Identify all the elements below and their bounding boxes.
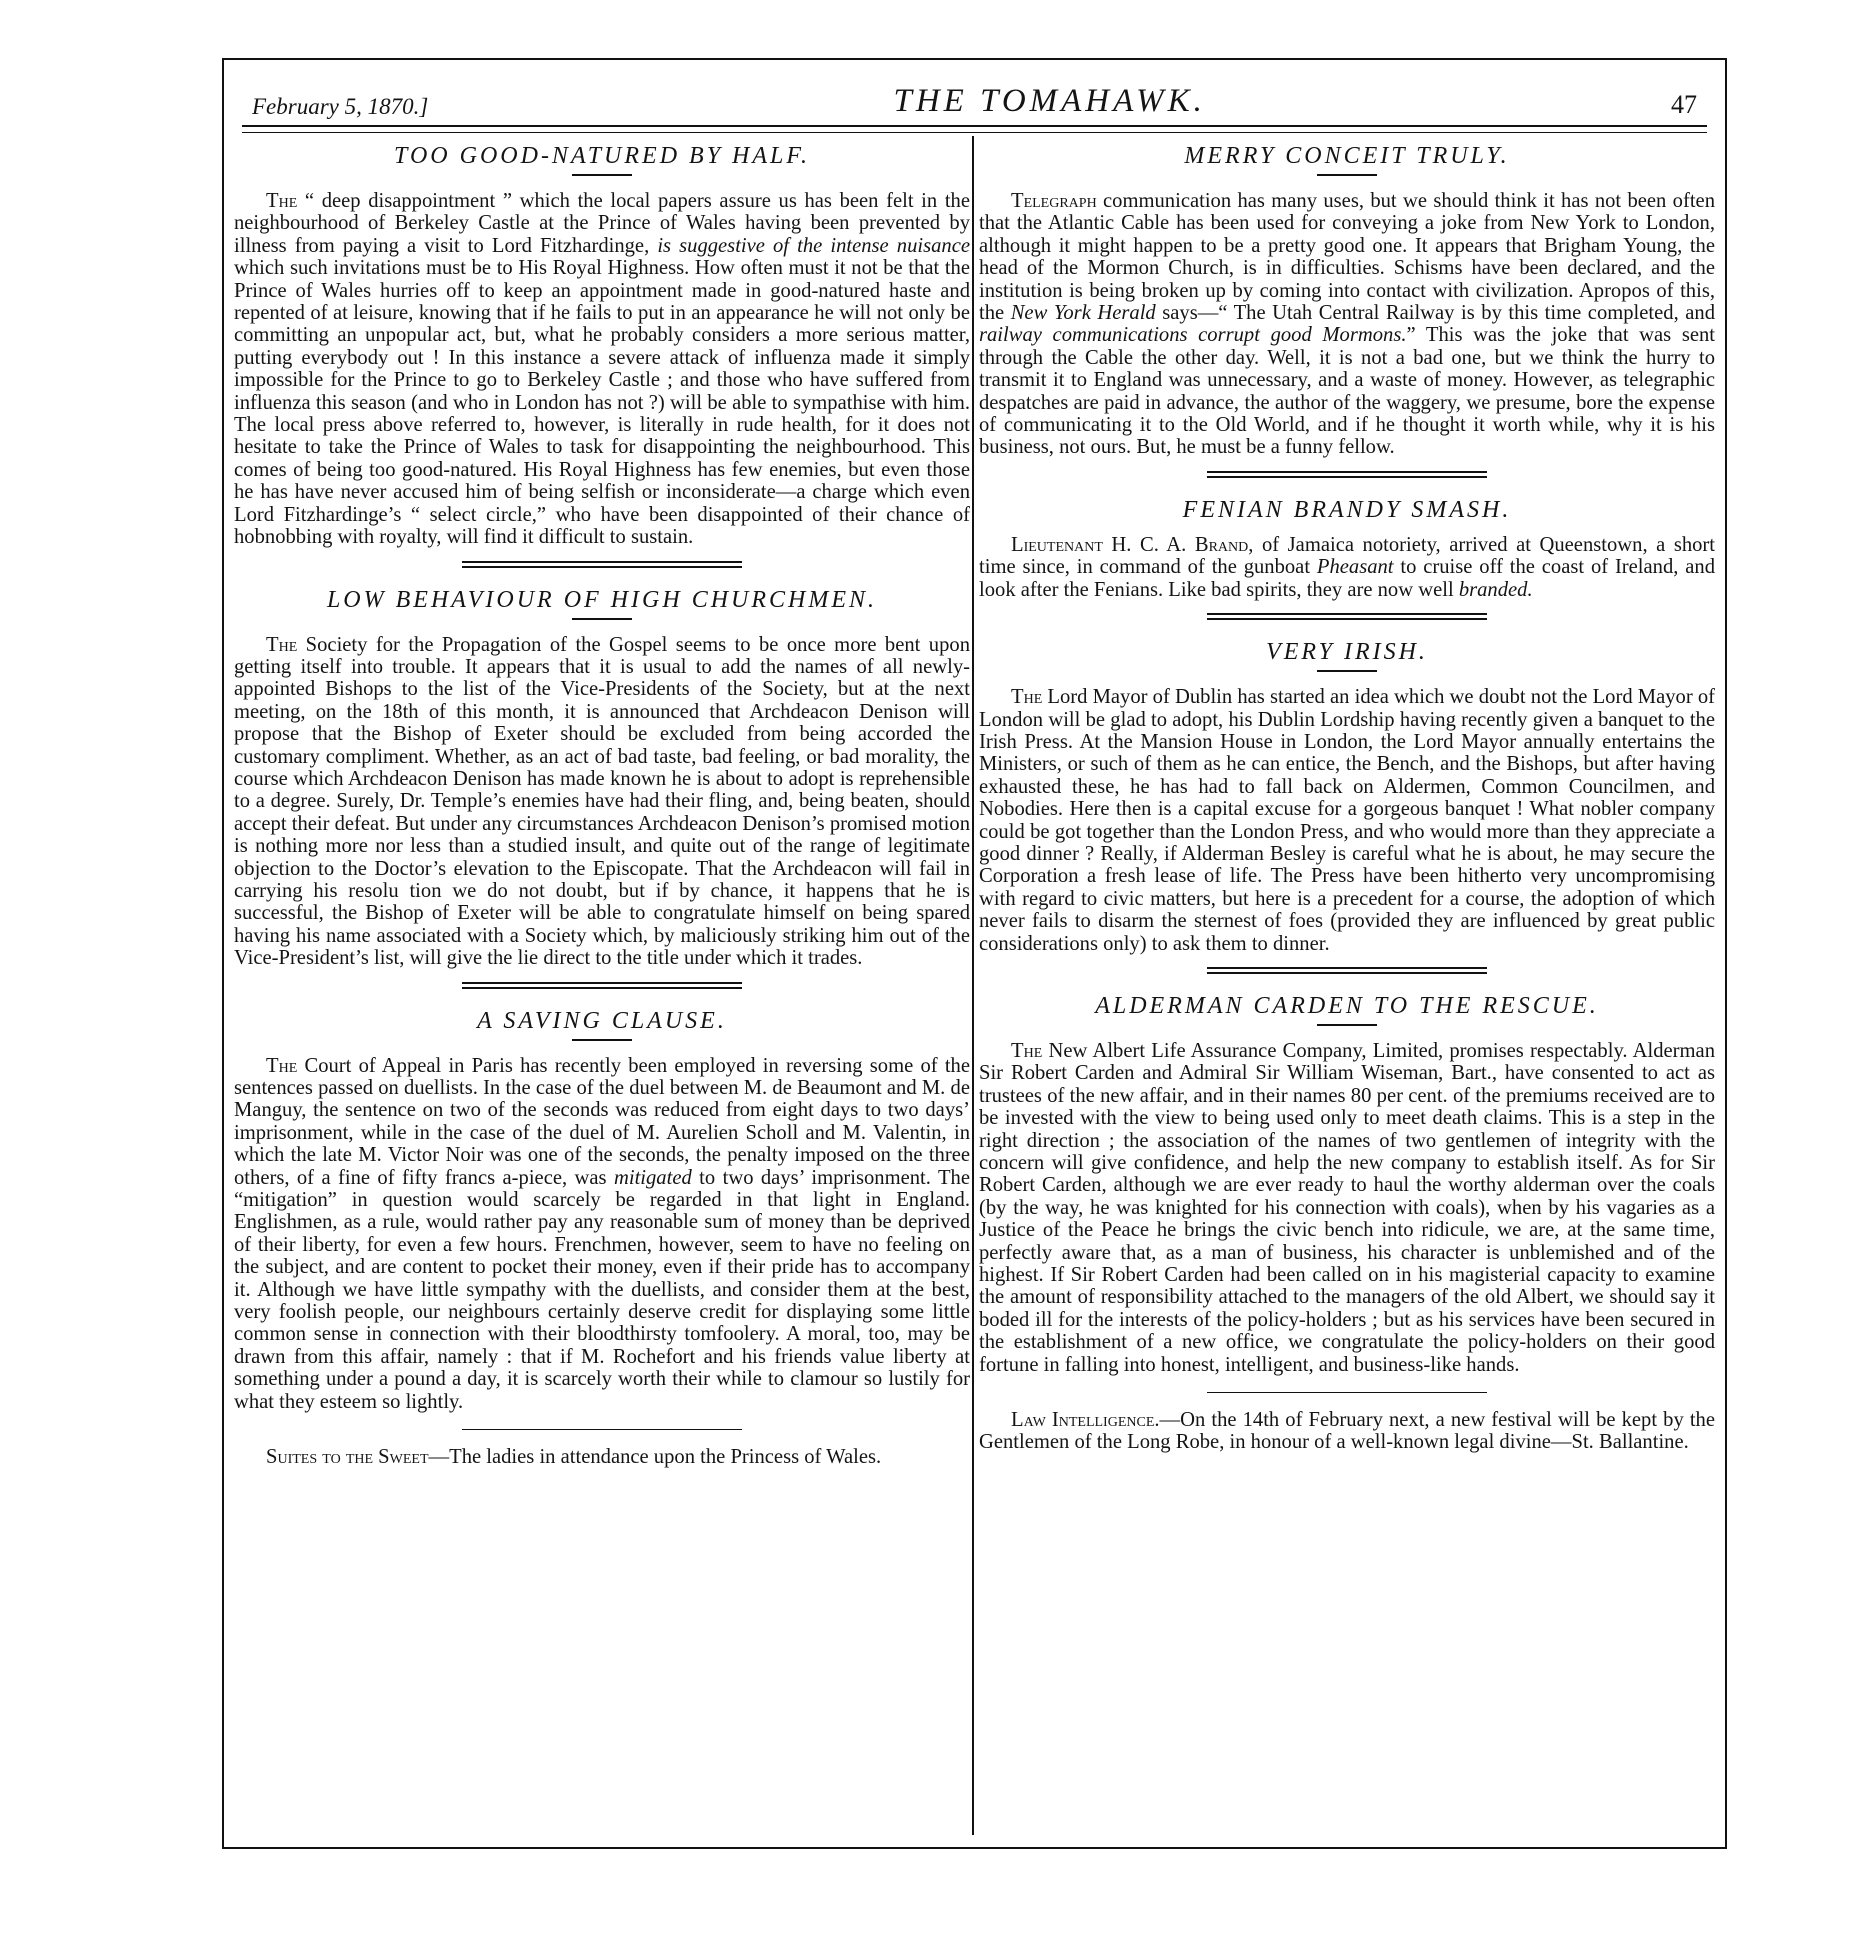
lead-word: The — [266, 1054, 298, 1077]
article-suites-to-the-sweet — [234, 1446, 970, 1468]
title-rule — [1317, 1024, 1377, 1026]
article-title: FENIAN BRANDY SMASH. — [1182, 496, 1512, 523]
title-rule — [1317, 670, 1377, 672]
article-separator — [462, 982, 742, 989]
article-separator-thin — [462, 1429, 742, 1430]
italic-run: New York Herald — [1010, 302, 1156, 325]
lead-word: Lieutenant H. C. A. Brand, — [1011, 533, 1254, 556]
article-law-intelligence — [979, 1409, 1715, 1454]
article-body — [979, 534, 1715, 601]
lead-word: The — [266, 633, 298, 656]
article-too-good-natured — [234, 142, 970, 549]
article-separator — [1207, 967, 1487, 974]
page-number: 47 — [1670, 90, 1697, 119]
article-body — [234, 1446, 970, 1468]
article-paragraph — [979, 1409, 1715, 1454]
italic-run: railway communications corrupt good Mormons. — [979, 324, 1407, 347]
article-paragraph — [979, 190, 1715, 459]
article-separator-thin — [1207, 1392, 1487, 1393]
right-column — [979, 142, 1715, 1454]
article-body — [979, 1040, 1715, 1376]
article-paragraph — [979, 534, 1715, 601]
newspaper-page — [222, 58, 1727, 1849]
article-merry-conceit — [979, 142, 1715, 459]
masthead-title: THE TOMAHAWK. — [893, 83, 1206, 119]
article-body — [979, 1409, 1715, 1454]
lead-word: The — [266, 190, 298, 212]
title-rule — [572, 174, 632, 176]
article-title: MERRY CONCEIT TRULY. — [1184, 143, 1510, 169]
issue-date: February 5, 1870.] — [252, 94, 429, 119]
text-run: “ deep disappointment ” which the local papers assure us has been felt in the neighbourhood of Berkeley Castle at the Prince of Wales having been prevented by illness from paying a visit to Lord Fitzhardinge, — [234, 190, 970, 257]
text-run: ” This was the joke that was sent through the Cable the other day. Well, it is not a bad one, but we think the hurry to transmit it to England was unnecessary, and a waste of money. However, as telegraphic despatches are paid in advance, the author of the waggery, we presume, bore the expense of communicating it to the Old World, and if he thought it worth while, why it is his business, not ours. But, he must be a funny fellow. — [979, 324, 1715, 459]
text-run: which such invitations must be to His Royal Highness. How often must it not be that the Prince of Wales hurries off to keep an appointment made in good-natured haste and repented of at leisure, knowing that if he fails to put in an appearance he will not only be committing an unpopular act, but, what he probably considers a more serious matter, putting everybody out ! In this instance a severe attack of influenza made it simply impossible for the Prince to go to Berkeley Castle ; and those who have suffered from influenza this season (and who in London has not ?) will be able to sympathise with him. The local press above referred to, however, is literally in rude health, for it does not hesitate to take the Prince of Wales to task for disappointing the neighbourhood. This comes of being too good-natured. His Royal Highness has few enemies, but even those he has have never accused him of being selfish or inconsiderate—a charge which even Lord Fitzhardinge’s “ select circle,” who have been disappointed of their chance of hobnobbing with royalty, will find it difficult to sustain. — [234, 257, 970, 549]
article-title: VERY IRISH. — [1266, 639, 1428, 666]
page-header — [252, 76, 1697, 120]
article-low-behaviour — [234, 586, 970, 970]
italic-run: Pheasant — [1316, 556, 1394, 579]
lead-word: The — [1011, 1039, 1043, 1062]
lead-word: Telegraph — [1011, 190, 1097, 212]
text-run: of Jamaica notoriety, arrived at Queenstown, a short time since, in command of the gunboat — [979, 533, 1716, 579]
page-border-bottom — [222, 1847, 1727, 1849]
article-saving-clause — [234, 1007, 970, 1414]
title-rule — [572, 618, 632, 620]
italic-run: is suggestive of the intense nuisance — [657, 234, 970, 257]
lead-word: The — [1011, 686, 1043, 709]
article-paragraph — [234, 1446, 970, 1468]
article-fenian-brandy-smash — [979, 496, 1715, 601]
article-title: ALDERMAN CARDEN TO THE RESCUE. — [1095, 992, 1599, 1019]
title-rule — [572, 1039, 632, 1041]
article-title: LOW BEHAVIOUR OF HIGH CHURCHMEN. — [326, 586, 878, 613]
article-separator — [462, 561, 742, 568]
article-body — [234, 1055, 970, 1414]
text-run: —On the 14th of February next, a new festival will be kept by the Gentlemen of the Long Robe, in honour of a well-known legal divine—St. Ballantine. — [979, 1409, 1715, 1454]
article-alderman-carden — [979, 992, 1715, 1376]
article-paragraph — [979, 1040, 1715, 1376]
article-separator — [1207, 613, 1487, 620]
header-rule-thin — [242, 132, 1707, 133]
italic-run: branded. — [1458, 578, 1533, 601]
text-run: New Albert Life Assurance Company, Limited, promises respectably. Alderman Sir Robert Carden and Admiral Sir William Wiseman, Bart., have consented to act as trustees of the new affair, and in their names 80 per cent. of the premiums received are to be invested with the view to being used only to meet death claims. This is a step in the right direction ; the association of the names of two gentlemen of integrity with the concern will give confidence, and help the new company to establish itself. As for Sir Robert Carden, although we are ever ready to haul the worthy alderman over the coals (by the way, he was knighted for his connection with coals), when by his vagaries as a Justice of the Peace he brings the civic bench into ridicule, we are, at the same time, perfectly aware that, as a man of business, his character is unblemished and of the highest. If Sir Robert Carden had been called on in his magisterial capacity to examine the amount of responsibility attached to the managers of the old Albert, we should say it boded ill for the interests of the policy-holders ; but as his services have been secured in the establishment of a new office, we congratulate the policy-holders on their good fortune in falling into honest, intelligent, and business-like hands. — [979, 1039, 1715, 1376]
article-body — [234, 190, 970, 549]
text-run: says—“ The Utah Central Railway is by this time completed, and — [1155, 302, 1715, 325]
article-body — [234, 634, 970, 970]
article-separator — [1207, 471, 1487, 478]
left-column — [234, 142, 970, 1469]
text-run: communication has many uses, but we should think it has not been often that the Atlantic Cable has been used for conveying a joke from New York to London, although it might happen to be a pretty good one. It appears that Brigham Young, the head of the Mormon Church, is in difficulties. Schisms have been declared, and the institution is being broken up by coming into contact with civilization. Apropos of this, the — [979, 190, 1715, 325]
article-title: A SAVING CLAUSE. — [477, 1007, 727, 1034]
article-very-irish — [979, 638, 1715, 955]
article-paragraph — [979, 686, 1715, 955]
title-rule — [1317, 174, 1377, 176]
text-run: to two days’ imprisonment. The “mitigation” in question would scarcely be regarded in that light in England. Englishmen, as a rule, would rather pay any reasonable sum of money than be deprived of their liberty, for even a few hours. Frenchmen, however, seem to have no feeling on the subject, and are content to pocket their money, even if their pride has to accompany it. Although we have little sympathy with the duellists, and consider them at the best, very foolish people, our neighbours certainly deserve credit for displaying some little common sense in connection with their bloodthirsty tomfoolery. A moral, too, may be drawn from this affair, namely : that if M. Rochefort and his friends value liberty at something under a pound a day, it is scarcely worth their while to clamour so lustily for what they esteem so lightly. — [234, 1166, 970, 1413]
page-border-right — [1725, 58, 1727, 1849]
page-border-left — [222, 58, 224, 1849]
lead-word: Law Intelligence. — [1011, 1409, 1160, 1432]
article-paragraph — [234, 1055, 970, 1414]
article-paragraph — [234, 190, 970, 549]
header-rule — [242, 125, 1707, 127]
italic-run: mitigated — [613, 1166, 692, 1189]
article-paragraph — [234, 634, 970, 970]
text-run: Court of Appeal in Paris has recently been employed in reversing some of the sentences passed on duellists. In the case of the duel between M. de Beaumont and M. de Manguy, the sentence on two of the seconds was reduced from eight days to two days’ imprisonment, while in the case of the duel of M. Aurelien Scholl and M. Valentin, in which the late M. Victor Noir was one of the seconds, the penalty imposed on the three others, of a fine of fifty francs a-piece, was — [234, 1054, 970, 1189]
text-run: Lord Mayor of Dublin has started an idea which we doubt not the Lord Mayor of London will be glad to adopt, his Dublin Lordship having recently given a banquet to the Irish Press. At the Mansion House in London, the Lord Mayor annually entertains the Ministers, or such of them as he can entice, the Bench, and the Bishops, but after having exhausted these, he has had to fall back on Aldermen, Common Councilmen, and Nobodies. Here then is a capital excuse for a gorgeous banquet ! What nobler company could be got together than the London Press, and who would more than they appreciate a good dinner ? Really, if Alderman Besley is careful what he is about, he may secure the Corporation a fresh lease of life. The Press have been hitherto very uncompromising with regard to civic matters, but here is a precedent for a course, the adoption of which never fails to disarm the sternest of foes (provided they are influenced by great public considerations only) to ask them to dinner. — [979, 686, 1715, 955]
text-run: to cruise off the coast of Ireland, and look after the Fenians. Like bad spirits, they are now well — [979, 556, 1715, 601]
article-body — [979, 190, 1715, 459]
article-title: TOO GOOD-NATURED BY HALF. — [394, 143, 810, 169]
lead-word: Suites to the Sweet — [266, 1446, 429, 1469]
column-divider — [972, 136, 974, 1835]
article-body — [979, 686, 1715, 955]
text-run: Society for the Propagation of the Gospel seems to be once more bent upon getting itself into trouble. It appears that it is usual to add the names of all newly-appointed Bishops to the list of the Vice-Presidents of the Society, but at the next meeting, on the 18th of this month, it is announced that Archdeacon Denison will propose that the Bishop of Exeter should be excluded from being accorded the customary compliment. Whether, as an act of bad taste, bad feeling, or bad morality, the course which Archdeacon Denison has made known he is about to adopt is reprehensible to a degree. Surely, Dr. Temple’s enemies have had their fling, and, being beaten, should accept their defeat. But under any circumstances Archdeacon Denison’s promised motion is nothing more nor less than a studied insult, and quite out of the range of legitimate objection to the Doctor’s elevation to the Episcopate. That the Archdeacon will fail in carrying his resolu tion we do not doubt, but if by chance, it happens that he is successful, the Bishop of Exeter will be able to congratulate himself on being spared having his name associated with a Society which, by maliciously striking him out of the Vice-President’s list, will give the lie direct to the title under which it trades. — [234, 633, 970, 970]
page-border-top — [222, 58, 1727, 60]
text-run: —The ladies in attendance upon the Princess of Wales. — [428, 1446, 882, 1469]
